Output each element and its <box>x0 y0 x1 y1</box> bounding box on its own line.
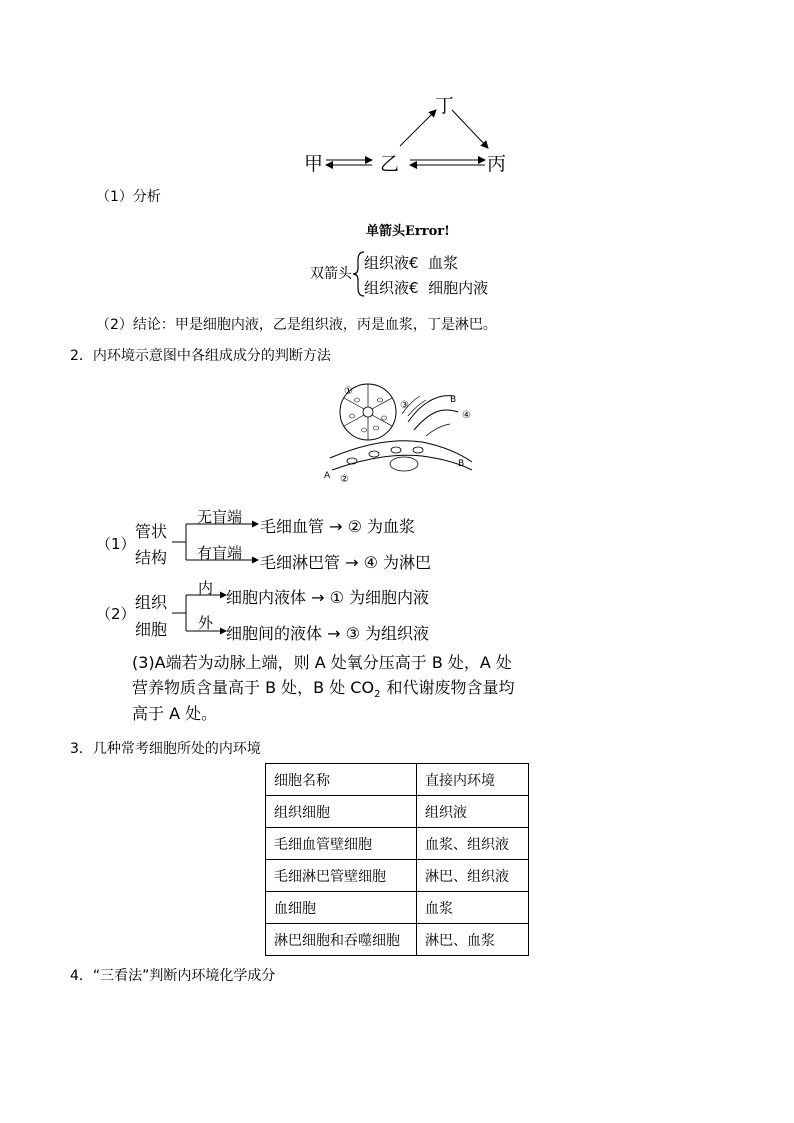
rule1-term-line1: 管状 <box>135 522 168 541</box>
label-bing: 丙 <box>487 153 507 175</box>
para3-line2-a: 营养物质含量高于 B 处，B 处 CO <box>132 678 375 697</box>
table-row <box>266 924 529 956</box>
rule2-term-line2: 细胞 <box>135 620 168 639</box>
para3-line2 <box>132 675 514 700</box>
table-cell: 毛细血管壁细胞 <box>266 828 417 860</box>
rule2-branch1: 内 <box>198 579 214 597</box>
label-n3: ③ <box>400 400 409 411</box>
section-2-heading: 2．内环境示意图中各组成成分的判断方法 <box>70 348 331 364</box>
cell-environment-table <box>265 763 529 956</box>
yi-ding-arrow <box>400 110 436 146</box>
table-row <box>266 860 529 892</box>
co2-subscript: 2 <box>374 689 381 701</box>
table-cell: 血细胞 <box>266 892 417 924</box>
double-arrow-line2: 组织液€ 细胞内液 <box>364 279 489 297</box>
rule1-branch2: 有盲端 <box>197 544 243 562</box>
conclusion: （2）结论：甲是细胞内液，乙是组织液，丙是血浆，丁是淋巴。 <box>96 317 497 333</box>
label-yi: 乙 <box>380 153 400 175</box>
double-arrow-label: 双箭头 <box>310 266 352 282</box>
label-b-bottom: B <box>458 459 465 469</box>
table-header-cell: 细胞名称 <box>266 764 417 796</box>
rule2-connector <box>172 591 232 639</box>
ding-bing-arrow <box>452 110 488 148</box>
table-cell: 组织液 <box>417 796 529 828</box>
rule1-out1: 毛细血管 → ② 为血浆 <box>260 517 416 536</box>
label-jia: 甲 <box>304 153 324 175</box>
label-b-top: B <box>450 395 457 405</box>
table-row <box>266 892 529 924</box>
rule1-number: （1） <box>96 535 136 553</box>
label-n4: ④ <box>462 410 471 421</box>
rule2-branch2: 外 <box>198 614 214 632</box>
table-cell: 血浆 <box>417 892 529 924</box>
table-cell: 毛细淋巴管壁细胞 <box>266 860 417 892</box>
double-arrow-line1: 组织液€ 血浆 <box>364 254 459 272</box>
exchange-diagram <box>300 90 520 180</box>
para3-line3: 高于 A 处。 <box>132 704 218 723</box>
exchange-diagram-svg <box>300 90 520 180</box>
para3-line2-b: 和代谢废物含量均 <box>386 678 515 697</box>
analysis-label: （1）分析 <box>96 189 161 205</box>
table-cell: 组织细胞 <box>266 796 417 828</box>
rule2-number: （2） <box>96 605 136 623</box>
rule2-term-line1: 组织 <box>135 593 168 612</box>
section-4-heading: 4．“三看法”判断内环境化学成分 <box>70 968 276 984</box>
table-cell: 淋巴细胞和吞噬细胞 <box>266 924 417 956</box>
single-arrow-line: 单箭头Error! <box>366 224 450 239</box>
section-3-heading: 3．几种常考细胞所处的内环境 <box>70 741 261 757</box>
rule1-term-line2: 结构 <box>135 548 168 567</box>
table-row <box>266 796 529 828</box>
table-cell: 血浆、组织液 <box>417 828 529 860</box>
table-header-row <box>266 764 529 796</box>
table-cell: 淋巴、血浆 <box>417 924 529 956</box>
table-row <box>266 828 529 860</box>
rule1-out2: 毛细淋巴管 → ④ 为淋巴 <box>260 553 432 572</box>
tissue-figure-svg <box>322 378 482 488</box>
rule2-out1: 细胞内液体 → ① 为细胞内液 <box>226 588 430 607</box>
table-cell: 淋巴、组织液 <box>417 860 529 892</box>
rule2-out2: 细胞间的液体 → ③ 为组织液 <box>226 624 430 643</box>
para3-line1: (3)A端若为动脉上端，则 A 处氧分压高于 B 处，A 处 <box>132 653 512 672</box>
label-a: A <box>324 471 331 481</box>
label-n1: ① <box>344 386 353 397</box>
rule1-connector <box>172 520 262 568</box>
tissue-figure <box>322 378 482 488</box>
table-header-cell: 直接内环境 <box>417 764 529 796</box>
label-n2: ② <box>340 474 349 485</box>
label-ding: 丁 <box>435 95 455 117</box>
rule1-branch1: 无盲端 <box>197 508 243 526</box>
